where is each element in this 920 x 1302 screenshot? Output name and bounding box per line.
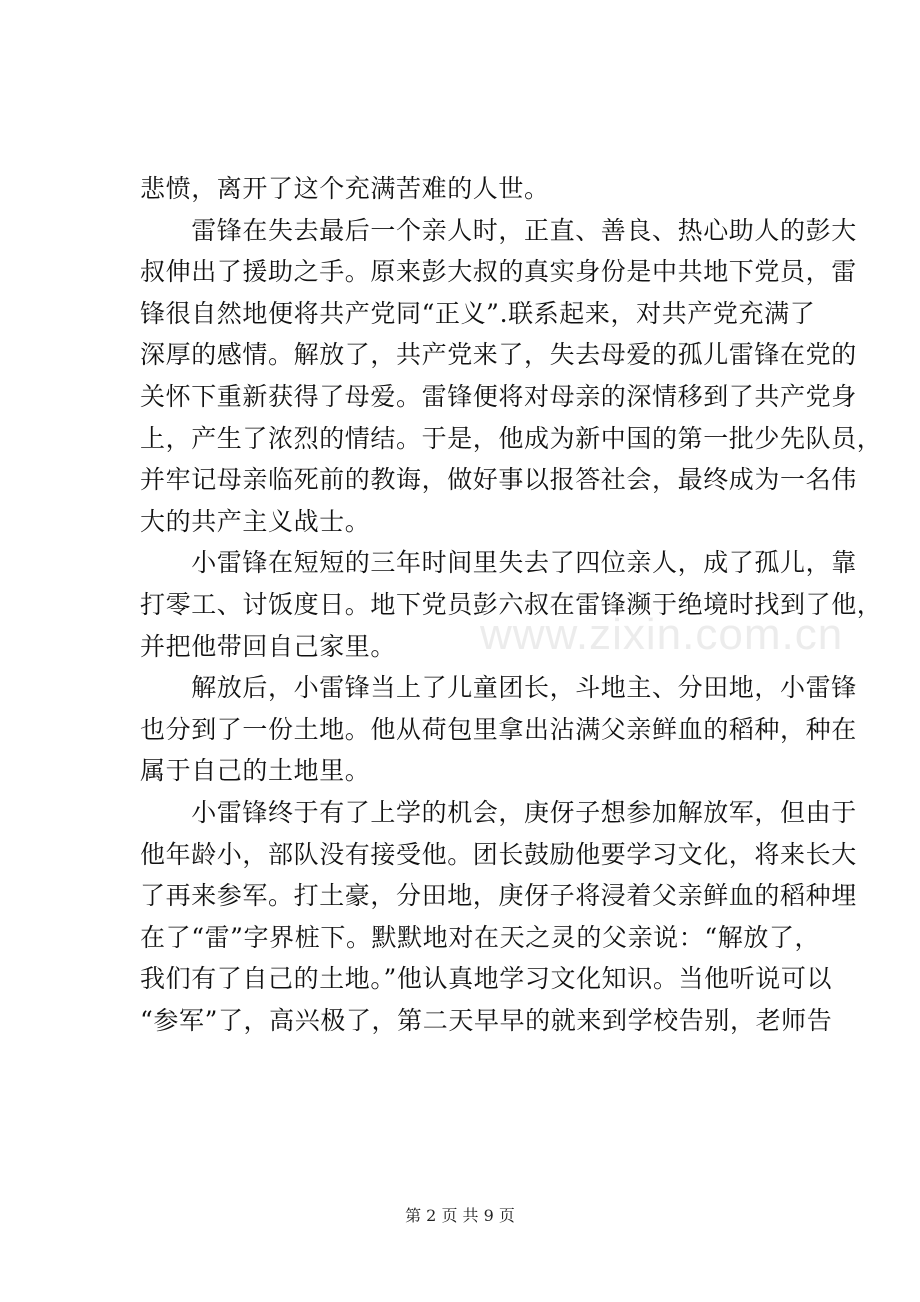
text-line: 也分到了一份土地。他从荷包里拿出沾满父亲鲜血的稻种，种在 [140, 714, 857, 744]
body-text [140, 168, 883, 1041]
text-line: 深厚的感情。解放了，共产党来了，失去母爱的孤儿雷锋在党的 [140, 340, 857, 370]
text-line: 上，产生了浓烈的情结。于是，他成为新中国的第一批少先队员， [140, 423, 883, 453]
text-line: 锋很自然地便将共产党同“正义”.联系起来，对共产党充满了 [140, 298, 816, 328]
text-line: 他年龄小，部队没有接受他。团长鼓励他要学习文化，将来长大 [140, 839, 857, 869]
text-line: “参军”了，高兴极了，第二天早早的就来到学校告别，老师告 [140, 1005, 833, 1035]
text-line: 并把他带回自己家里。 [140, 631, 397, 661]
watermark: www.zixin.com.cn [480, 610, 844, 659]
text-line: 并牢记母亲临死前的教诲，做好事以报答社会，最终成为一名伟 [140, 465, 857, 495]
text-line: 在了“雷”字界桩下。默默地对在天之灵的父亲说：“解放了， [140, 922, 821, 952]
text-line: 悲愤，离开了这个充满苦难的人世。 [140, 174, 550, 203]
text-line: 了再来参军。打土豪，分田地，庚伢子将浸着父亲鲜血的稻种埋 [140, 881, 857, 911]
text-line: 属于自己的土地里。 [140, 756, 371, 786]
text-line: 叔伸出了援助之手。原来彭大叔的真实身份是中共地下党员，雷 [140, 257, 857, 287]
text-line: 关怀下重新获得了母爱。雷锋便将对母亲的深情移到了共产党身 [140, 381, 857, 411]
text-line: 解放后，小雷锋当上了儿童团长，斗地主、分田地，小雷锋 [140, 673, 857, 703]
text-line: 小雷锋终于有了上学的机会，庚伢子想参加解放军，但由于 [140, 797, 857, 827]
page-footer: 第 2 页 共 9 页 [405, 1206, 515, 1225]
text-line: 小雷锋在短短的三年时间里失去了四位亲人，成了孤儿，靠 [140, 548, 857, 578]
text-line: 打零工、讨饭度日。地下党员彭六叔在雷锋濒于绝境时找到了他， [140, 589, 883, 619]
text-line: 我们有了自己的土地。”他认真地学习文化知识。当他听说可以 [140, 964, 833, 994]
text-line: 雷锋在失去最后一个亲人时，正直、善良、热心助人的彭大 [140, 215, 857, 245]
text-line: 大的共产主义战士。 [140, 506, 371, 536]
